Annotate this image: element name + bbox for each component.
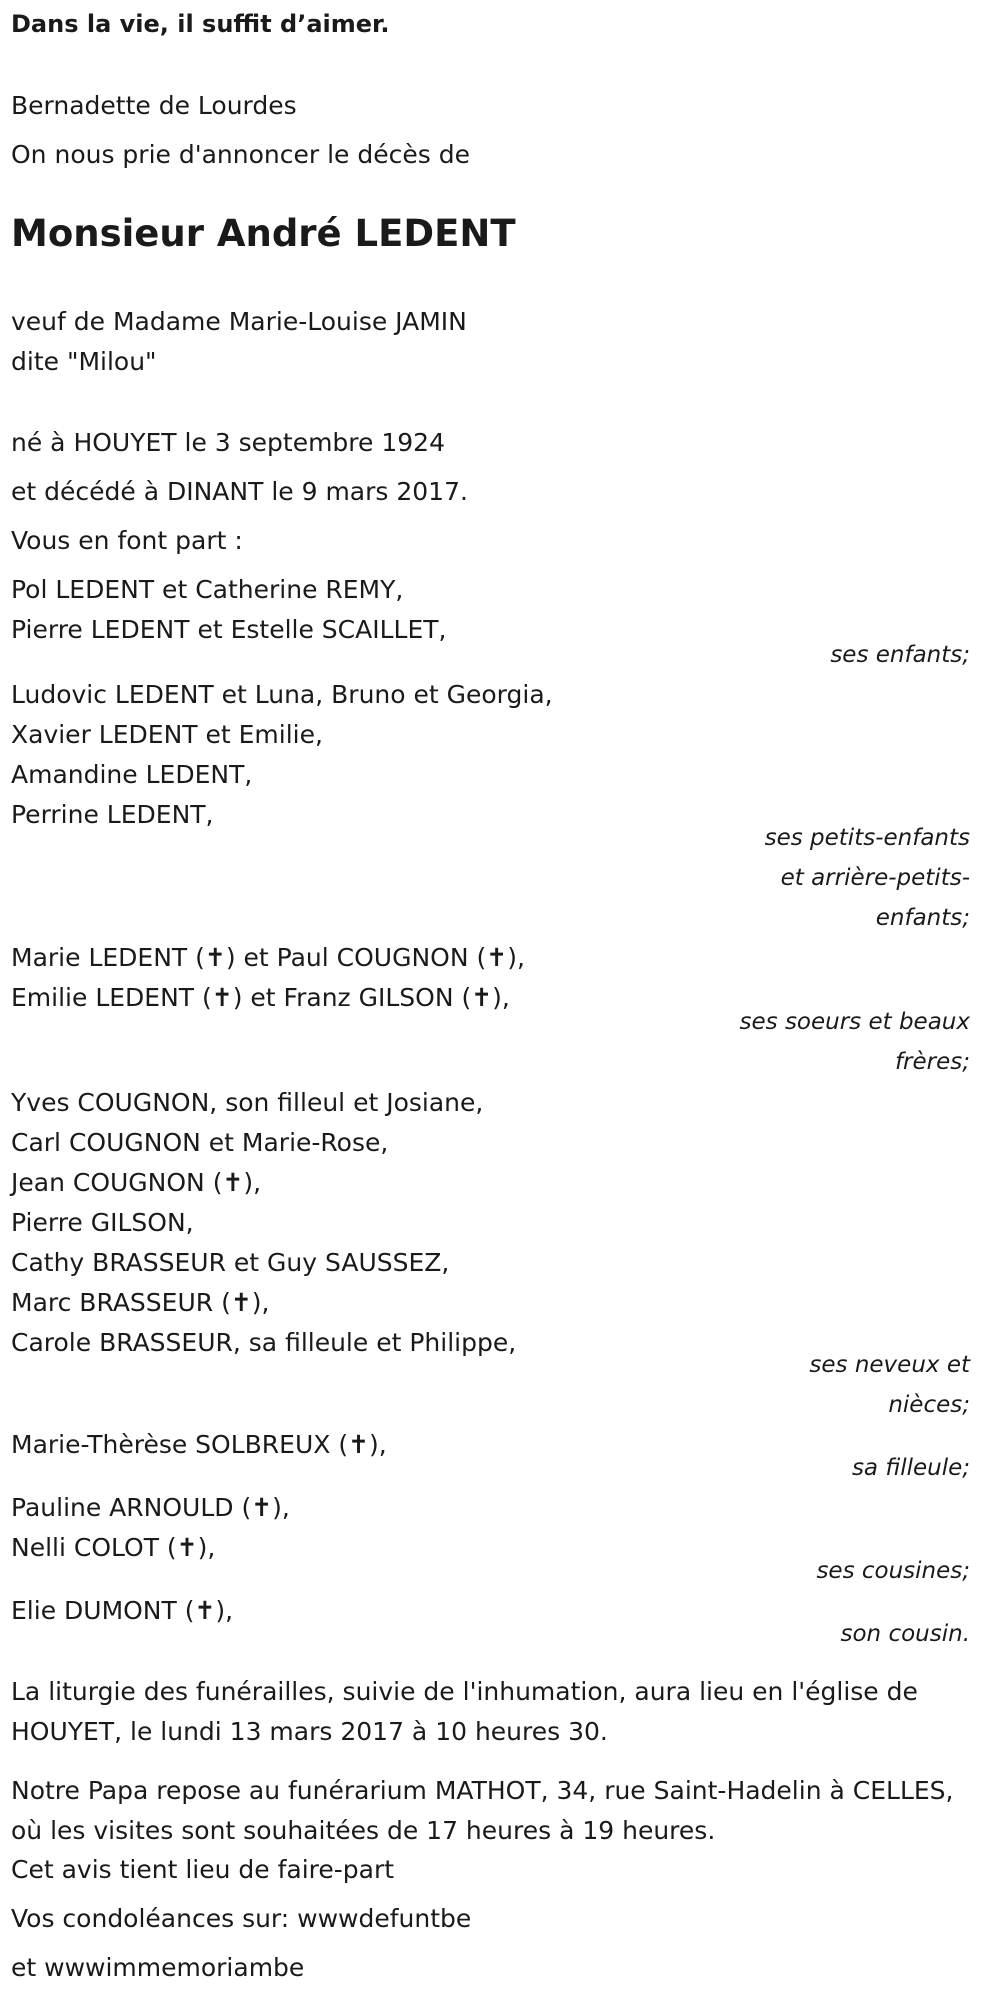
list-item: Jean COUGNON (✝), bbox=[11, 1168, 262, 1197]
list-item: Elie DUMONT (✝), bbox=[11, 1596, 234, 1625]
list-item: Ludovic LEDENT et Luna, Bruno et Georgia, bbox=[11, 680, 553, 709]
list-item: Xavier LEDENT et Emilie, bbox=[11, 720, 323, 749]
relation-label: frères; bbox=[894, 1049, 970, 1075]
list-item: Pierre LEDENT et Estelle SCAILLET, bbox=[11, 615, 447, 644]
list-item: Amandine LEDENT, bbox=[11, 760, 253, 789]
relation-label: nièces; bbox=[888, 1392, 970, 1418]
list-item: Perrine LEDENT, bbox=[11, 800, 214, 829]
motto: Dans la vie, il suffit d’aimer. bbox=[11, 10, 390, 38]
list-item: Cathy BRASSEUR et Guy SAUSSEZ, bbox=[11, 1248, 450, 1277]
list-item: Emilie LEDENT (✝) et Franz GILSON (✝), bbox=[11, 983, 510, 1012]
death-info: et décédé à DINANT le 9 mars 2017. bbox=[11, 477, 468, 506]
relation-label: ses enfants; bbox=[830, 642, 970, 668]
funeral-info: La liturgie des funérailles, suivie de l'inhumation, aura lieu en l'église de HOUYET, le lundi 13 mars 2017 à 10 heures 30. bbox=[11, 1677, 918, 1746]
birth-info: né à HOUYET le 3 septembre 1924 bbox=[11, 428, 445, 457]
relation-label: sa filleule; bbox=[851, 1455, 970, 1481]
relation-label: ses neveux et bbox=[809, 1352, 970, 1378]
list-item: Carl COUGNON et Marie-Rose, bbox=[11, 1128, 389, 1157]
list-item: Marie-Thèrèse SOLBREUX (✝), bbox=[11, 1430, 387, 1459]
list-item: Nelli COLOT (✝), bbox=[11, 1533, 216, 1562]
condolences-line-1: Vos condoléances sur: wwwdefuntbe bbox=[11, 1904, 472, 1933]
deceased-name: Monsieur André LEDENT bbox=[11, 212, 516, 255]
spouse-line-2: dite "Milou" bbox=[11, 347, 157, 376]
list-item: Pauline ARNOULD (✝), bbox=[11, 1493, 290, 1522]
visitation-info: Notre Papa repose au funérarium MATHOT, 34, rue Saint-Hadelin à CELLES, où les visites sont souhaitées de 17 heures à 19 heures. bbox=[11, 1776, 954, 1845]
list-item: Marc BRASSEUR (✝), bbox=[11, 1288, 270, 1317]
relation-label: ses soeurs et beaux bbox=[739, 1009, 970, 1035]
announcement: On nous prie d'annoncer le décès de bbox=[11, 140, 470, 169]
list-item: Yves COUGNON, son filleul et Josiane, bbox=[11, 1088, 484, 1117]
list-item: Pol LEDENT et Catherine REMY, bbox=[11, 575, 404, 604]
list-item: Pierre GILSON, bbox=[11, 1208, 194, 1237]
list-item: Marie LEDENT (✝) et Paul COUGNON (✝), bbox=[11, 943, 525, 972]
relation-label: enfants; bbox=[875, 905, 970, 931]
list-item: Carole BRASSEUR, sa filleule et Philippe, bbox=[11, 1328, 517, 1357]
notice-text: Cet avis tient lieu de faire-part bbox=[11, 1855, 395, 1884]
condolences-line-2: et wwwimmemoriambe bbox=[11, 1953, 305, 1982]
relation-label: ses petits-enfants bbox=[764, 825, 970, 851]
spouse-line-1: veuf de Madame Marie-Louise JAMIN bbox=[11, 307, 467, 336]
family-intro: Vous en font part : bbox=[11, 526, 243, 555]
attribution: Bernadette de Lourdes bbox=[11, 91, 297, 120]
relation-label: son cousin. bbox=[840, 1621, 970, 1647]
relation-label: et arrière-petits- bbox=[780, 865, 970, 891]
relation-label: ses cousines; bbox=[816, 1558, 970, 1584]
